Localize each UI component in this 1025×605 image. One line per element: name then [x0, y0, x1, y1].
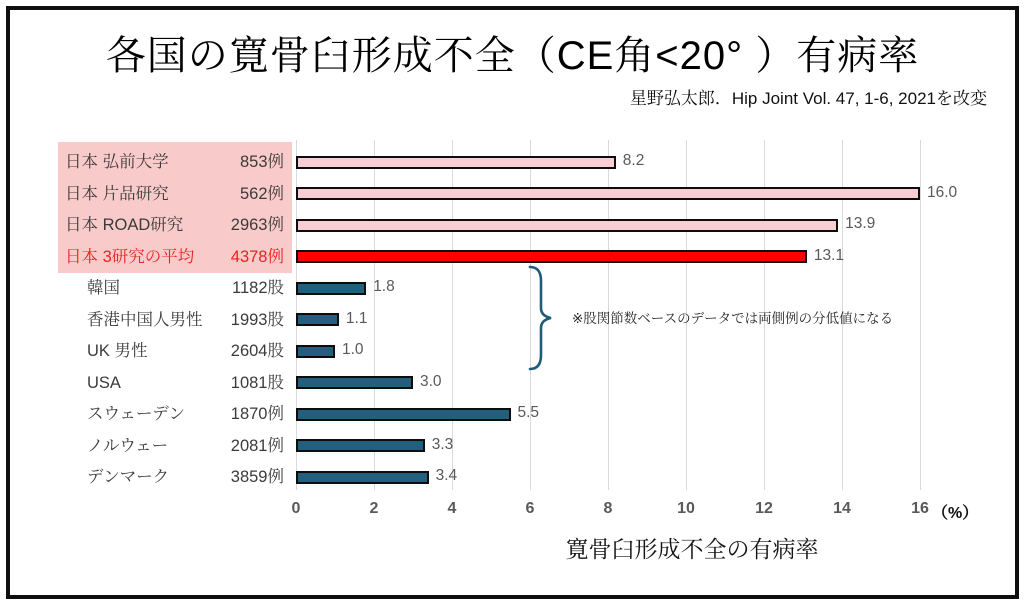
row-label: 日本 ROAD研究 — [65, 216, 184, 234]
bar-value-label: 1.1 — [345, 309, 368, 327]
row-label: 韓国 — [87, 279, 120, 297]
row-sample-count: 2963例 — [230, 216, 284, 234]
row-sample-count: 562例 — [239, 184, 284, 203]
bar — [296, 313, 339, 326]
bar-value-label: 3.3 — [431, 435, 454, 453]
footnote-annotation: ※股関節数ベースのデータでは両側例の分低値になる — [572, 311, 894, 326]
row-label: スウェーデン — [87, 405, 186, 423]
row-sample-count: 1081股 — [230, 373, 284, 392]
row-label: 日本 片品研究 — [65, 184, 169, 203]
row-sample-count: 853例 — [239, 153, 284, 171]
x-tick-label: 2 — [369, 500, 379, 517]
row-label: UK 男性 — [87, 342, 148, 360]
bar — [296, 219, 838, 232]
row-label: 日本 弘前大学 — [65, 153, 169, 171]
bar — [296, 408, 511, 421]
brace-path — [530, 267, 551, 369]
x-axis-title: 寛骨臼形成不全の有病率 — [565, 536, 819, 562]
x-tick-label: 0 — [291, 500, 301, 517]
x-tick-label: 12 — [755, 500, 773, 517]
x-tick-label: 16 — [911, 500, 929, 517]
row-label: ノルウェー — [87, 436, 169, 455]
bar-value-label: 3.0 — [420, 372, 442, 390]
row-sample-count: 2081例 — [230, 436, 284, 455]
bar — [296, 250, 807, 263]
bar — [296, 471, 429, 484]
x-tick-label: 14 — [833, 500, 851, 517]
x-axis-unit-label: （%） — [932, 505, 979, 522]
x-tick-label: 10 — [677, 500, 695, 517]
bar-value-label: 8.2 — [622, 152, 645, 169]
row-sample-count: 1870例 — [230, 405, 284, 423]
x-tick-label: 8 — [603, 500, 613, 517]
bar-value-label: 13.1 — [813, 246, 845, 264]
row-sample-count: 4378例 — [230, 247, 284, 266]
row-sample-count: 3859例 — [230, 468, 284, 486]
bar — [296, 439, 425, 452]
bar — [296, 345, 335, 358]
bar-value-label: 13.9 — [845, 215, 876, 232]
bar-value-label: 3.4 — [435, 467, 458, 484]
bar-value-label: 1.0 — [342, 341, 364, 358]
bar-value-label: 16.0 — [927, 183, 958, 201]
chart-source-citation: 星野弘太郎．Hip Joint Vol. 47, 1-6, 2021を改変 — [629, 89, 987, 108]
bar — [296, 187, 920, 200]
bar — [296, 376, 413, 389]
row-sample-count: 2604股 — [230, 342, 284, 360]
bar-value-label: 5.5 — [517, 404, 540, 421]
row-label: USA — [87, 373, 121, 392]
row-label: 香港中国人男性 — [87, 310, 203, 329]
x-tick-label: 4 — [447, 500, 457, 517]
row-label: デンマーク — [87, 468, 170, 486]
brace-bracket-icon — [528, 264, 554, 372]
chart-title: 各国の寛骨臼形成不全（CE角<20° ）有病率 — [105, 34, 920, 78]
x-tick-label: 6 — [525, 500, 535, 517]
row-sample-count: 1993股 — [230, 310, 284, 329]
row-sample-count: 1182股 — [232, 279, 284, 297]
bar — [296, 156, 616, 169]
bar — [296, 282, 366, 295]
bar-value-label: 1.8 — [373, 278, 395, 295]
row-label: 日本 3研究の平均 — [65, 247, 195, 266]
